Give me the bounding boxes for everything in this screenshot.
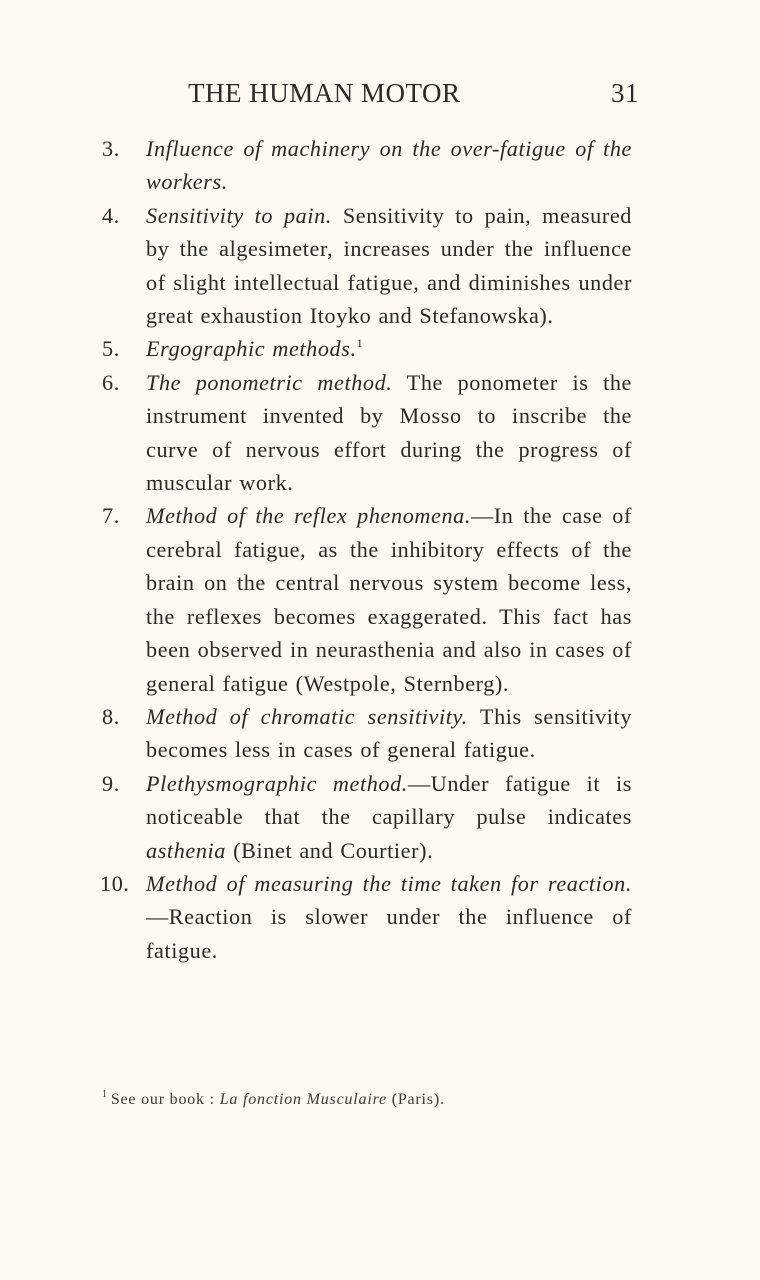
item-text-end: (Binet and Courtier). [226, 837, 434, 863]
item-heading: Method of measuring the time taken for reaction. [146, 870, 632, 896]
item-text: The ponometer is the instrument invented by Mosso to inscribe the curve of nervous effort during the progress of muscular work. [146, 369, 633, 496]
item-number: 3. [102, 136, 120, 161]
item-number: 8. [102, 703, 120, 729]
running-head [0, 78, 760, 118]
list-item [102, 366, 632, 500]
item-number: 7. [102, 503, 120, 529]
page-number: 31 [611, 78, 639, 108]
list-item [102, 199, 632, 333]
footnote-mark: 1 [102, 1089, 108, 1100]
item-heading: Method of the reflex phenomena. [146, 503, 471, 529]
list-item [102, 767, 632, 867]
item-text: This sensitivity becomes less in cases of general fatigue. [146, 703, 633, 763]
item-text: Sensitivity to pain, measured by the algesimeter, increases under the influence of slight intellectual fatigue, and diminishes under great exhaustion Itoyko and Stefanowska). [146, 202, 632, 329]
item-number: 9. [102, 770, 120, 796]
footnote-book-title: La fonction Musculaire [219, 1091, 387, 1108]
item-number: 6. [102, 369, 120, 395]
list-item [102, 332, 632, 365]
list-item [102, 700, 632, 767]
item-emphasis: asthenia [146, 837, 226, 863]
item-heading: Sensitivity to pain. [146, 202, 332, 228]
item-text: —Under fatigue it is noticeable that the capillary pulse indicates [146, 770, 632, 830]
list-item [102, 132, 632, 199]
item-heading: Plethysmographic method. [146, 770, 408, 796]
item-text: —In the case of cerebral fatigue, as the inhibitory effects of the brain on the central nervous system become less, the reflexes becomes exaggerated. This fact has been observed in neurasthenia and also in cases of general fatigue (Westpole, Sternberg). [146, 503, 632, 696]
item-text: —Reaction is slower under the influence of fatigue. [146, 904, 632, 963]
item-number: 4. [102, 202, 120, 228]
item-heading: Method of chromatic sensitivity. [146, 703, 468, 729]
running-title: THE HUMAN MOTOR [188, 78, 461, 108]
item-number: 10. [100, 870, 130, 896]
footnote-text-end: (Paris). [386, 1091, 445, 1108]
numbered-list [102, 132, 632, 967]
footnote [102, 1089, 662, 1109]
list-item [102, 499, 632, 699]
item-heading: Ergographic methods. [146, 336, 357, 362]
item-number: 5. [102, 336, 120, 362]
footnote-reference: 1 [356, 336, 364, 351]
list-item [102, 867, 632, 967]
footnote-text: See our book : [110, 1091, 220, 1108]
item-heading: Influence of machinery on the over-fatigue of the workers. [146, 136, 632, 195]
item-heading: The ponometric method. [146, 369, 393, 395]
